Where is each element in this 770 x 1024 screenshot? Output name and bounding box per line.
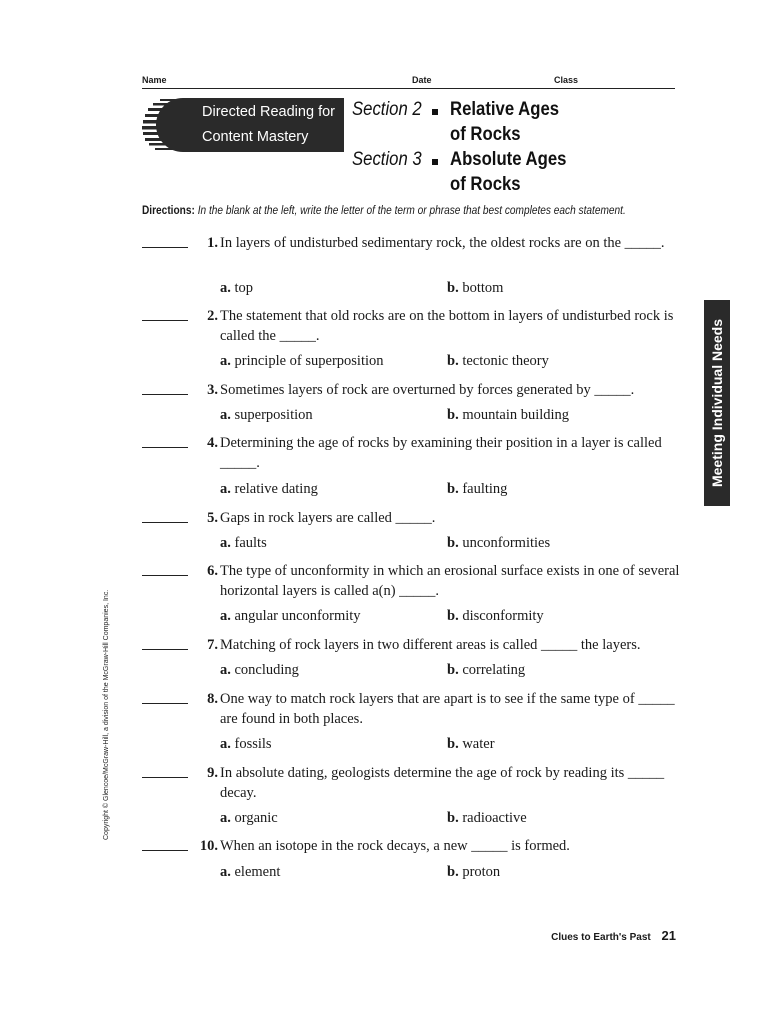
answer-blank-6[interactable]: [142, 575, 188, 576]
option-b: b. tectonic theory: [447, 353, 549, 369]
option-b: b. correlating: [447, 662, 526, 678]
section-3-label: Section 3: [352, 149, 422, 170]
section-3-title-line2: of Rocks: [450, 174, 521, 195]
question-10: [142, 836, 682, 882]
question-stem: In layers of undisturbed sedimentary rock, the oldest rocks are on the _____.: [220, 235, 665, 251]
option-b: b. radioactive: [447, 810, 527, 826]
option-b: b. faulting: [447, 481, 508, 497]
question-stem: Sometimes layers of rock are overturned by forces generated by _____.: [220, 382, 635, 398]
date-label: Date: [412, 75, 432, 85]
side-tab: [704, 300, 730, 506]
option-a: a. fossils: [220, 736, 272, 752]
answer-blank-2[interactable]: [142, 320, 188, 321]
question-number: 3.: [207, 382, 218, 398]
question-number: 10.: [199, 838, 218, 854]
question-stem: Gaps in rock layers are called _____.: [220, 510, 436, 526]
question-stem: Determining the age of rocks by examining their position in a layer is called _____.: [220, 435, 662, 471]
question-4: [142, 433, 682, 503]
option-b: b. proton: [447, 864, 501, 880]
option-a: a. concluding: [220, 662, 299, 678]
question-number: 1.: [207, 235, 218, 251]
question-2: [142, 306, 682, 376]
banner-line1: Directed Reading for: [202, 104, 335, 120]
answer-blank-1[interactable]: [142, 247, 188, 248]
answer-blank-7[interactable]: [142, 649, 188, 650]
question-stem: In absolute dating, geologists determine the age of rock by reading its _____ decay.: [220, 765, 665, 801]
option-b: b. unconformities: [447, 535, 551, 551]
answer-blank-3[interactable]: [142, 394, 188, 395]
option-b: b. bottom: [447, 280, 504, 296]
question-stem: One way to match rock layers that are apart is to see if the same type of _____ are found in both places.: [220, 691, 675, 727]
question-stem: Matching of rock layers in two different areas is called _____ the layers.: [220, 637, 641, 653]
directed-reading-banner: [142, 98, 344, 152]
option-a: a. principle of superposition: [220, 353, 384, 369]
question-9: [142, 763, 682, 833]
section-2-bullet-icon: [432, 109, 438, 115]
name-label: Name: [142, 75, 167, 85]
answer-blank-8[interactable]: [142, 703, 188, 704]
option-a: a. faults: [220, 535, 267, 551]
question-6: [142, 561, 682, 631]
answer-blank-4[interactable]: [142, 447, 188, 448]
answer-blank-5[interactable]: [142, 522, 188, 523]
page-footer: [551, 928, 676, 943]
question-5: [142, 508, 682, 554]
section-2-title-line1: Relative Ages: [450, 99, 560, 120]
question-number: 9.: [207, 765, 218, 781]
header-labels: [142, 75, 675, 87]
question-8: [142, 689, 682, 759]
option-a: a. top: [220, 280, 254, 296]
question-stem: The type of unconformity in which an erosional surface exists in one of several horizontal layers is called a(n) _____.: [220, 563, 680, 599]
question-3: [142, 380, 682, 426]
page-number: 21: [661, 928, 676, 943]
question-number: 2.: [207, 308, 218, 324]
section-3-title-line1: Absolute Ages: [450, 149, 567, 170]
option-b: b. water: [447, 736, 495, 752]
question-number: 7.: [207, 637, 218, 653]
question-number: 5.: [207, 510, 218, 526]
question-stem: When an isotope in the rock decays, a new _____ is formed.: [220, 838, 570, 854]
option-a: a. organic: [220, 810, 278, 826]
option-a: a. angular unconformity: [220, 608, 361, 624]
question-number: 6.: [207, 563, 218, 579]
question-number: 4.: [207, 435, 218, 451]
banner-line2: Content Mastery: [202, 129, 309, 145]
copyright-notice: Copyright © Glencoe/McGraw-Hill, a division of the McGraw-Hill Companies, Inc.: [103, 589, 110, 840]
section-3-bullet-icon: [432, 159, 438, 165]
footer-title: Clues to Earth's Past: [551, 932, 651, 943]
directions: [142, 205, 626, 217]
question-1: [142, 233, 682, 303]
class-label: Class: [554, 75, 579, 85]
option-a: a. element: [220, 864, 281, 880]
option-b: b. disconformity: [447, 608, 544, 624]
section-2-title-line2: of Rocks: [450, 124, 521, 145]
directions-label: Directions:: [142, 205, 195, 217]
header-rule: [142, 88, 675, 89]
option-b: b. mountain building: [447, 407, 570, 423]
directions-text: In the blank at the left, write the letter of the term or phrase that best completes each statement.: [197, 205, 626, 217]
option-a: a. superposition: [220, 407, 313, 423]
option-a: a. relative dating: [220, 481, 318, 497]
side-tab-label: Meeting Individual Needs: [709, 318, 725, 488]
answer-blank-9[interactable]: [142, 777, 188, 778]
question-number: 8.: [207, 691, 218, 707]
question-stem: The statement that old rocks are on the bottom in layers of undisturbed rock is called the _____.: [220, 308, 674, 344]
answer-blank-10[interactable]: [142, 850, 188, 851]
section-2-label: Section 2: [352, 99, 422, 120]
question-7: [142, 635, 682, 681]
